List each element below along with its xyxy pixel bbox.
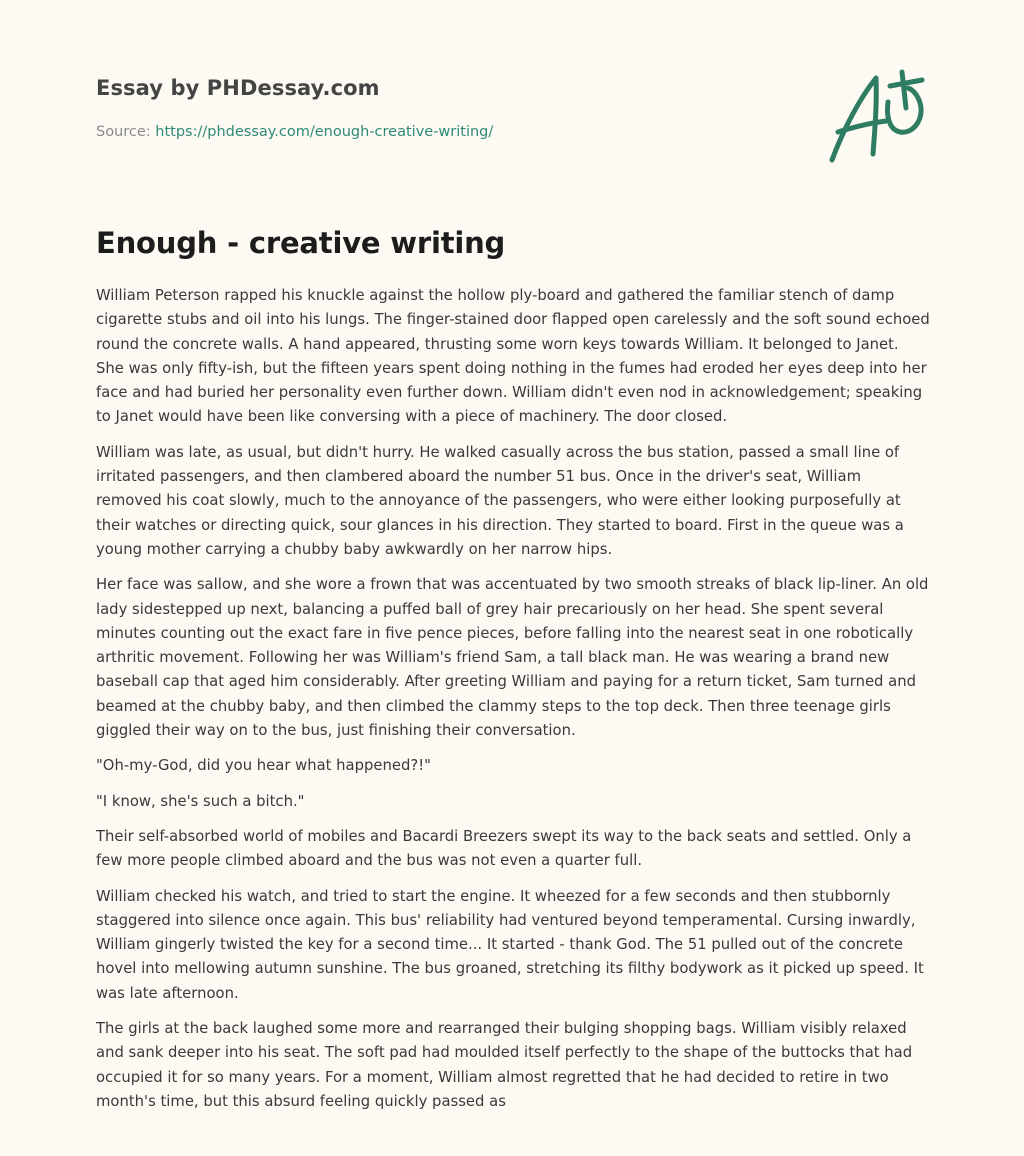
- a-plus-logo-icon: [824, 66, 928, 166]
- source-line: [96, 124, 493, 140]
- essay-paragraph: "I know, she's such a bitch.": [96, 792, 305, 810]
- essay-paragraph: William checked his watch, and tried to start the engine. It wheezed for a few seconds and then stubbornly staggered into silence once again. This bus' reliability had ventured beyond temperamental. Cursing inwardly, William gingerly twisted the key for a second time... It started - thank God. The 51 pulled out of the concrete hovel into mellowing autumn sunshine. The bus groaned, stretching its filthy bodywork as it picked up speed. It was late afternoon.: [96, 887, 924, 1002]
- site-brand: Essay by PHDessay.com: [96, 76, 380, 100]
- essay-paragraph: "Oh-my-God, did you hear what happened?!": [96, 757, 431, 775]
- page-header: [96, 0, 928, 200]
- essay-body: [96, 284, 930, 1125]
- essay-paragraph: William Peterson rapped his knuckle against the hollow ply-board and gathered the familiar stench of damp cigarette stubs and oil into his lungs. The finger-stained door flapped open carelessly and the soft sound echoed round the concrete walls. A hand appeared, thrusting some worn keys towards William. It belonged to Janet. She was only fifty-ish, but the fifteen years spent doing nothing in the fumes had eroded her eyes deep into her face and had buried her personality even further down. William didn't even nod in acknowledgement; speaking to Janet would have been like conversing with a piece of machinery. The door closed.: [96, 287, 930, 426]
- essay-paragraph: William was late, as usual, but didn't hurry. He walked casually across the bus station, passed a small line of irritated passengers, and then clambered aboard the number 51 bus. Once in the driver's seat, William removed his coat slowly, much to the annoyance of the passengers, who were either looking purposefully at their watches or directing quick, sour glances in his direction. They started to board. First in the queue was a young mother carrying a chubby baby awkwardly on her narrow hips.: [96, 443, 904, 558]
- essay-paragraph: The girls at the back laughed some more and rearranged their bulging shopping bags. William visibly relaxed and sank deeper into his seat. The soft pad had moulded itself perfectly to the shape of the buttocks that had occupied it for so many years. For a moment, William almost regretted that he had decided to retire in two month's time, but this absurd feeling quickly passed as: [96, 1020, 913, 1110]
- essay-paragraph: Her face was sallow, and she wore a frown that was accentuated by two smooth streaks of black lip-liner. An old lady sidestepped up next, balancing a puffed ball of grey hair precariously on her head. She spent several minutes counting out the exact fare in five pence pieces, before falling into the nearest seat in one robotically arthritic movement. Following her was William's friend Sam, a tall black man. He was wearing a brand new baseball cap that aged him considerably. After greeting William and paying for a return ticket, Sam turned and beamed at the chubby baby, and then climbed the clammy steps to the top deck. Then three teenage girls giggled their way on to the bus, just finishing their conversation.: [96, 576, 929, 740]
- essay-paragraph: Their self-absorbed world of mobiles and Bacardi Breezers swept its way to the back seats and settled. Only a few more people climbed aboard and the bus was not even a quarter full.: [96, 827, 912, 870]
- source-label: Source:: [96, 124, 156, 140]
- essay-title: Enough - creative writing: [96, 226, 506, 260]
- source-link[interactable]: https://phdessay.com/enough-creative-writing/: [155, 124, 494, 140]
